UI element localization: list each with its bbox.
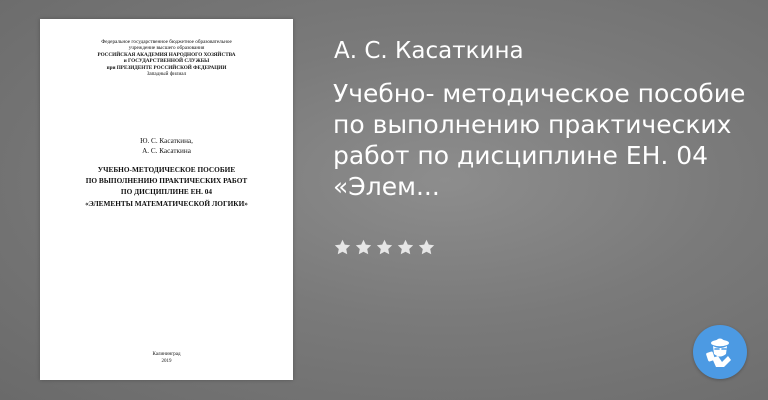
star-icon: [333, 238, 352, 257]
cover-author-line: Ю. С. Касаткина,: [140, 137, 193, 145]
cover-title-line: ПО ДИСЦИПЛИНЕ ЕН. 04: [120, 187, 213, 197]
star-icon: [354, 238, 373, 257]
cover-institution-line: РОССИЙСКАЯ АКАДЕМИЯ НАРОДНОГО ХОЗЯЙСТВА: [97, 51, 236, 58]
cover-institution-line: при ПРЕЗИДЕНТЕ РОССИЙСКОЙ ФЕДЕРАЦИИ: [106, 64, 227, 71]
cover-institution-line: Федеральное государственное бюджетное образовательное: [101, 39, 232, 45]
cover-authors: [40, 136, 293, 156]
star-icon: [396, 238, 415, 257]
cover-title-line: ПО ВЫПОЛНЕНИЮ ПРАКТИЧЕСКИХ РАБОТ: [85, 176, 248, 186]
reader-assistant-button[interactable]: [693, 325, 747, 379]
cover-city: Калининград: [152, 352, 181, 357]
cover-title-line: «ЭЛЕМЕНТЫ МАТЕМАТИЧЕСКОЙ ЛОГИКИ»: [85, 198, 248, 208]
book-title[interactable]: Учебно- методическое пособие по выполнению практических работ по дисциплине ЕН. 04 «Элем...: [333, 79, 746, 201]
book-cover[interactable]: [40, 19, 293, 380]
star-icon: [417, 238, 436, 257]
cover-imprint: [40, 351, 293, 365]
cover-year: 2019: [161, 359, 172, 364]
cover-title-line: УЧЕБНО-МЕТОДИЧЕСКОЕ ПОСОБИЕ: [97, 165, 236, 174]
rating-stars[interactable]: [333, 238, 436, 260]
reader-character-icon: [702, 334, 738, 370]
star-icon: [375, 238, 394, 257]
book-author[interactable]: А. С. Касаткина: [334, 38, 524, 64]
cover-author-line: А. С. Касаткина: [142, 147, 191, 155]
cover-title: [40, 164, 293, 209]
cover-institution: [40, 39, 293, 77]
cover-institution-line: и ГОСУДАРСТВЕННОЙ СЛУЖБЫ: [123, 58, 210, 65]
cover-institution-line: Западный филиал: [146, 71, 187, 78]
cover-institution-line: учреждение высшего образования: [128, 45, 205, 52]
